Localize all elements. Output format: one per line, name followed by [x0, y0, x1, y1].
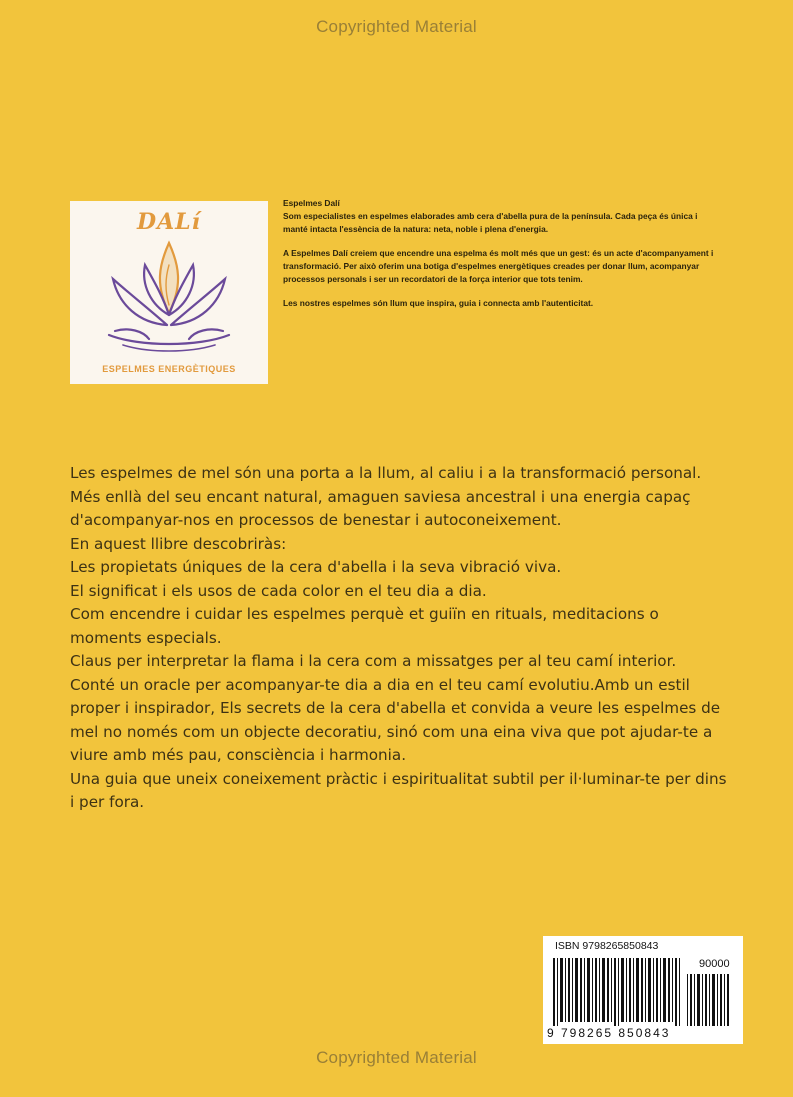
description-line: En aquest llibre descobriràs:: [70, 534, 287, 553]
logo-title: DALí: [137, 209, 201, 235]
lotus-flame-icon: [89, 235, 249, 365]
price-code: 90000: [699, 958, 730, 970]
about-paragraph-3: Les nostres espelmes són llum que inspira, guia i connecta amb l'autenticitat.: [283, 298, 594, 308]
copyright-watermark-top: Copyrighted Material: [316, 17, 477, 36]
description-line: Les espelmes de mel són una porta a la llum, al caliu i a la transformació personal. Més enllà del seu encant natural, amaguen saviesa ancestral i una energia capaç d'acompanyar-nos en processos de benestar i autoconeixement.: [70, 464, 702, 529]
about-paragraph-1: Som especialistes en espelmes elaborades amb cera d'abella pura de la península. Cada peça és única i manté intacta l'essència de la natura: neta, noble i plena d'energia.: [283, 211, 698, 234]
description-line: Una guia que uneix coneixement pràctic i espiritualitat subtil per il·luminar-te per dins i per fora.: [70, 769, 727, 811]
description-line: Conté un oracle per acompanyar-te dia a dia en el teu camí evolutiu.Amb un estil proper i inspirador, Els secrets de la cera d'abella et convida a veure les espelmes de mel no només com un objecte decoratiu, sinó com una eina viva que pot ajudar-te a viure amb més pau, consciència i harmonia.: [70, 675, 721, 764]
description-line: El significat i els usos de cada color en el teu dia a dia.: [70, 581, 487, 600]
brand-logo: [70, 201, 268, 384]
barcode-digits: 9 798265 850843: [547, 1026, 671, 1040]
description-line: Les propietats úniques de la cera d'abella i la seva vibració viva.: [70, 558, 562, 576]
about-paragraph-2: A Espelmes Dalí creiem que encendre una espelma és molt més que un gest: és un acte d'acompanyament i transformació. Per això oferim una botiga d'espelmes energètiques creades per donar llum, acompanyar processos personals i ser un recordatori de la força interior que tots tenim.: [283, 248, 714, 284]
isbn-label: ISBN 9798265850843: [555, 940, 659, 952]
logo-subtitle: ESPELMES ENERGÈTIQUES: [102, 364, 236, 374]
description-line: Claus per interpretar la flama i la cera com a missatges per al teu camí interior.: [70, 652, 677, 670]
about-section: [283, 197, 723, 321]
about-heading: Espelmes Dalí: [283, 198, 340, 208]
book-description: [70, 462, 730, 815]
description-line: Com encendre i cuidar les espelmes perquè et guiïn en rituals, meditacions o moments especials.: [70, 605, 659, 647]
isbn-barcode: [543, 936, 743, 1044]
copyright-watermark-bottom: Copyrighted Material: [316, 1048, 477, 1067]
